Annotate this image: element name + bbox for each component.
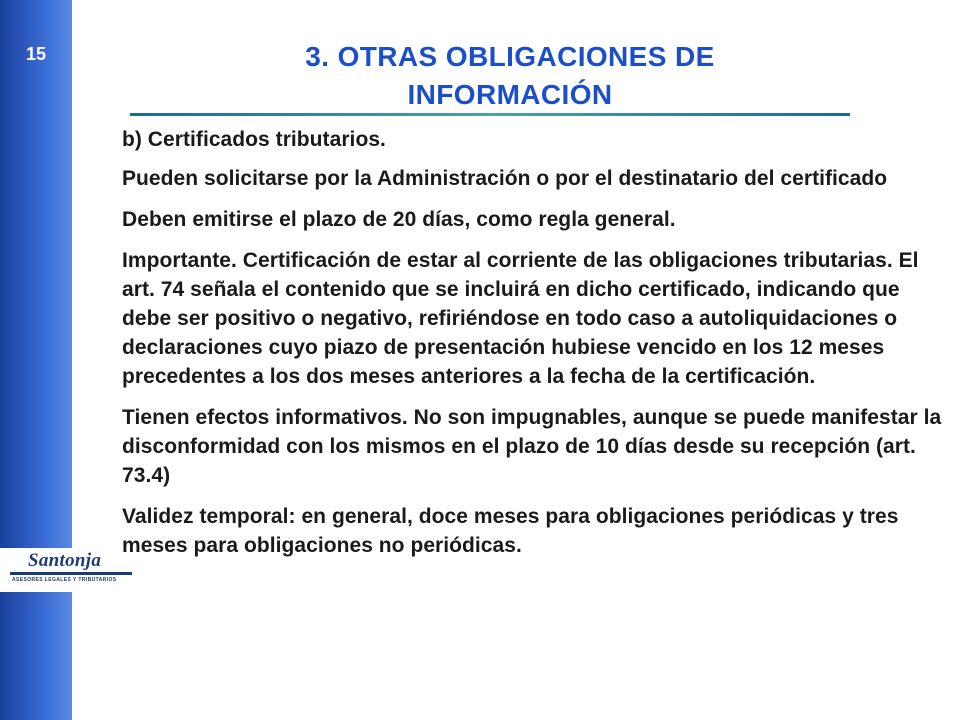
paragraph-validity: Validez temporal: en general, doce meses para obligaciones periódicas y tres meses para obligaciones no periódicas. — [122, 505, 899, 557]
slide-sidebar — [0, 0, 72, 720]
paragraph-important: Importante. Certificación de estar al corriente de las obligaciones tributarias. El art. 74 señala el contenido que se incluirá en dicho certificado, indicando que debe ser positivo o negativo, refiriéndose en todo caso a autoliquidaciones o declaraciones cuyo piazo de presentación hubiese vencido en los 12 meses precedentes a los dos meses anteriores a la fecha de la certificación. — [122, 249, 919, 388]
paragraph-request: Pueden solicitarse por la Administración o por el destinatario del certificado — [122, 167, 888, 190]
logo-name: Santonja — [28, 550, 102, 571]
santonja-logo — [0, 548, 132, 592]
logo-underline — [10, 572, 132, 575]
slide-title — [210, 38, 810, 114]
slide-title-line-2: INFORMACIÓN — [407, 79, 613, 110]
title-divider — [130, 113, 850, 116]
slide-body — [122, 125, 952, 572]
slide-number: 15 — [25, 44, 47, 64]
paragraph-heading: b) Certificados tributarios. — [122, 128, 386, 151]
logo-tagline: ASESORES LEGALES Y TRIBUTARIOS — [12, 577, 117, 583]
paragraph-effects: Tienen efectos informativos. No son impugnables, aunque se puede manifestar la disconformidad con los mismos en el plazo de 10 días desde su recepción (art. 73.4) — [122, 406, 942, 487]
slide-title-line-1: 3. OTRAS OBLIGACIONES DE — [305, 41, 715, 72]
paragraph-deadline: Deben emitirse el plazo de 20 días, como regla general. — [122, 208, 676, 231]
